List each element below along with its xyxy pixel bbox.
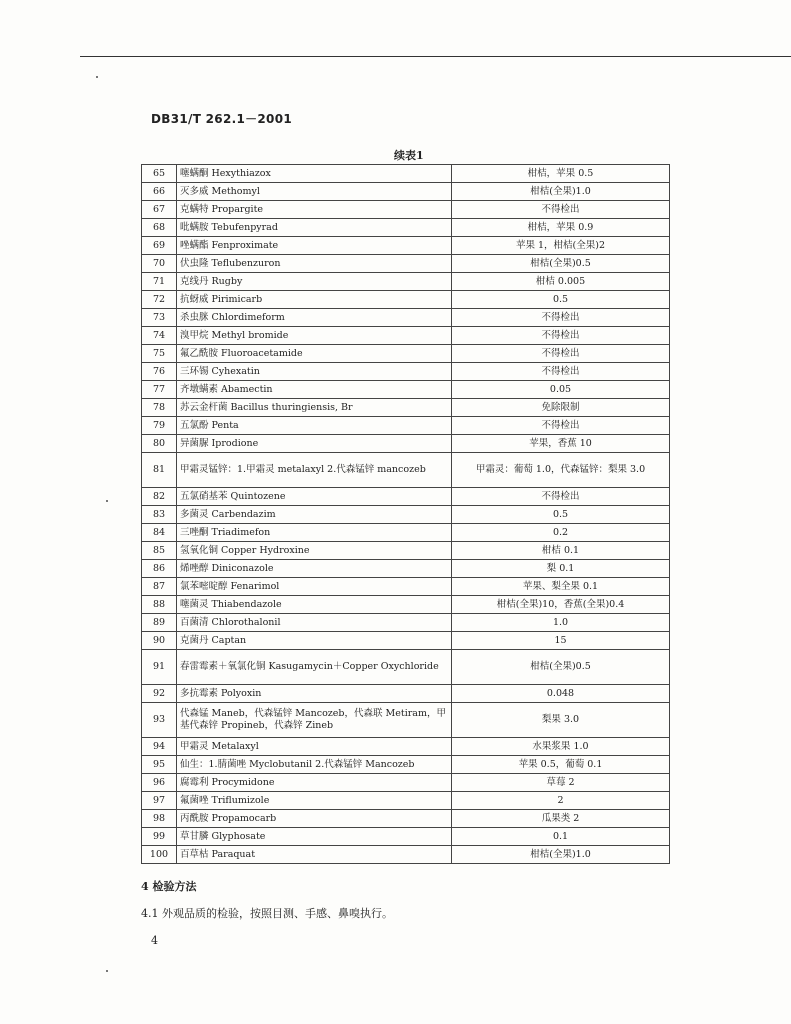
residue-limit: 不得检出 xyxy=(452,201,670,219)
pesticide-name: 氟乙酰胺 Fluoroacetamide xyxy=(177,345,452,363)
row-number: 94 xyxy=(142,738,177,756)
pesticide-name: 百菌清 Chlorothalonil xyxy=(177,614,452,632)
pesticide-name: 噻菌灵 Thiabendazole xyxy=(177,596,452,614)
row-number: 75 xyxy=(142,345,177,363)
table-row xyxy=(142,201,670,219)
residue-limit: 瓜果类 2 xyxy=(452,810,670,828)
pesticide-name: 多抗霉素 Polyoxin xyxy=(177,685,452,703)
table-row xyxy=(142,685,670,703)
scan-speck xyxy=(106,970,108,972)
pesticide-name: 克线丹 Rugby xyxy=(177,273,452,291)
pesticide-name: 多菌灵 Carbendazim xyxy=(177,506,452,524)
pesticide-name: 灭多威 Methomyl xyxy=(177,183,452,201)
residue-limit: 柑桔(全果)0.5 xyxy=(452,255,670,273)
table-row xyxy=(142,237,670,255)
residue-limit: 苹果、梨全果 0.1 xyxy=(452,578,670,596)
pesticide-name: 代森锰 Maneb，代森锰锌 Mancozeb，代森联 Metiram，甲基代森锌 Propineb，代森锌 Zineb xyxy=(177,703,452,738)
scan-speck xyxy=(96,76,98,78)
residue-limit: 0.5 xyxy=(452,291,670,309)
table-row xyxy=(142,578,670,596)
pesticide-name: 噻螨酮 Hexythiazox xyxy=(177,165,452,183)
pesticide-name: 百草枯 Paraquat xyxy=(177,846,452,864)
row-number: 66 xyxy=(142,183,177,201)
table-row xyxy=(142,774,670,792)
pesticide-name: 抗蚜威 Pirimicarb xyxy=(177,291,452,309)
residue-limit: 0.05 xyxy=(452,381,670,399)
table-row xyxy=(142,381,670,399)
residue-limit: 苹果 1，柑桔(全果)2 xyxy=(452,237,670,255)
row-number: 95 xyxy=(142,756,177,774)
residue-limit: 0.048 xyxy=(452,685,670,703)
table-row xyxy=(142,810,670,828)
row-number: 71 xyxy=(142,273,177,291)
pesticide-name: 氢氧化铜 Copper Hydroxine xyxy=(177,542,452,560)
row-number: 74 xyxy=(142,327,177,345)
table-row xyxy=(142,596,670,614)
pesticide-name: 异菌脲 Iprodione xyxy=(177,435,452,453)
row-number: 82 xyxy=(142,488,177,506)
table-row xyxy=(142,399,670,417)
row-number: 88 xyxy=(142,596,177,614)
row-number: 85 xyxy=(142,542,177,560)
row-number: 93 xyxy=(142,703,177,738)
row-number: 79 xyxy=(142,417,177,435)
table-row xyxy=(142,614,670,632)
row-number: 78 xyxy=(142,399,177,417)
pesticide-name: 五氯酚 Penta xyxy=(177,417,452,435)
table-row xyxy=(142,756,670,774)
table-row xyxy=(142,650,670,685)
pesticide-name: 草甘膦 Glyphosate xyxy=(177,828,452,846)
row-number: 80 xyxy=(142,435,177,453)
pesticide-name: 氯苯嘧啶醇 Fenarimol xyxy=(177,578,452,596)
residue-limit: 0.1 xyxy=(452,828,670,846)
pesticide-name: 仙生：1.腈菌唑 Myclobutanil 2.代森锰锌 Mancozeb xyxy=(177,756,452,774)
residue-limit: 0.2 xyxy=(452,524,670,542)
residue-limit: 不得检出 xyxy=(452,309,670,327)
table-row xyxy=(142,417,670,435)
row-number: 73 xyxy=(142,309,177,327)
pesticide-name: 伏虫隆 Teflubenzuron xyxy=(177,255,452,273)
residue-limit: 柑桔(全果)1.0 xyxy=(452,183,670,201)
row-number: 83 xyxy=(142,506,177,524)
residue-limit: 柑桔(全果)1.0 xyxy=(452,846,670,864)
pesticide-name: 杀虫脒 Chlordimeform xyxy=(177,309,452,327)
table-row xyxy=(142,183,670,201)
row-number: 76 xyxy=(142,363,177,381)
residue-limit: 苹果，香蕉 10 xyxy=(452,435,670,453)
header-rule xyxy=(80,56,791,57)
row-number: 84 xyxy=(142,524,177,542)
pesticide-name: 烯唑醇 Diniconazole xyxy=(177,560,452,578)
pesticide-name: 丙酰胺 Propamocarb xyxy=(177,810,452,828)
residue-limits-table xyxy=(141,164,670,864)
row-number: 96 xyxy=(142,774,177,792)
row-number: 67 xyxy=(142,201,177,219)
table-row xyxy=(142,219,670,237)
row-number: 99 xyxy=(142,828,177,846)
pesticide-name: 溴甲烷 Methyl bromide xyxy=(177,327,452,345)
residue-limit: 0.5 xyxy=(452,506,670,524)
table-row xyxy=(142,703,670,738)
table-row xyxy=(142,165,670,183)
row-number: 72 xyxy=(142,291,177,309)
table-row xyxy=(142,488,670,506)
row-number: 77 xyxy=(142,381,177,399)
residue-limit: 柑桔，苹果 0.9 xyxy=(452,219,670,237)
pesticide-name: 春雷霉素＋氧氯化铜 Kasugamycin＋Copper Oxychloride xyxy=(177,650,452,685)
table-row xyxy=(142,291,670,309)
pesticide-name: 腐霉利 Procymidone xyxy=(177,774,452,792)
section-heading: 4 检验方法 xyxy=(141,880,197,893)
table-row xyxy=(142,632,670,650)
residue-limit: 不得检出 xyxy=(452,327,670,345)
residue-limit: 水果浆果 1.0 xyxy=(452,738,670,756)
page-number: 4 xyxy=(151,934,158,947)
pesticide-name: 甲霜灵 Metalaxyl xyxy=(177,738,452,756)
row-number: 92 xyxy=(142,685,177,703)
residue-limit: 梨果 3.0 xyxy=(452,703,670,738)
row-number: 90 xyxy=(142,632,177,650)
section-clause: 4.1 外观品质的检验，按照目测、手感、鼻嗅执行。 xyxy=(141,907,393,920)
residue-limit: 1.0 xyxy=(452,614,670,632)
table-row xyxy=(142,560,670,578)
scan-speck xyxy=(106,500,108,502)
residue-limit: 柑桔，苹果 0.5 xyxy=(452,165,670,183)
residue-limit: 不得检出 xyxy=(452,417,670,435)
residue-limit: 不得检出 xyxy=(452,345,670,363)
row-number: 86 xyxy=(142,560,177,578)
pesticide-name: 三环锡 Cyhexatin xyxy=(177,363,452,381)
row-number: 81 xyxy=(142,453,177,488)
table-row xyxy=(142,345,670,363)
table-row xyxy=(142,506,670,524)
residue-limit: 柑桔(全果)10，香蕉(全果)0.4 xyxy=(452,596,670,614)
pesticide-name: 克螨特 Propargite xyxy=(177,201,452,219)
pesticide-name: 五氯硝基苯 Quintozene xyxy=(177,488,452,506)
table-caption: 续表1 xyxy=(394,149,424,162)
row-number: 87 xyxy=(142,578,177,596)
residue-limit: 柑桔(全果)0.5 xyxy=(452,650,670,685)
row-number: 70 xyxy=(142,255,177,273)
residue-limit: 不得检出 xyxy=(452,488,670,506)
row-number: 98 xyxy=(142,810,177,828)
row-number: 91 xyxy=(142,650,177,685)
pesticide-name: 甲霜灵锰锌：1.甲霜灵 metalaxyl 2.代森锰锌 mancozeb xyxy=(177,453,452,488)
pesticide-name: 吡螨胺 Tebufenpyrad xyxy=(177,219,452,237)
residue-limit: 免除限制 xyxy=(452,399,670,417)
table-row xyxy=(142,327,670,345)
residue-limit: 15 xyxy=(452,632,670,650)
table-row xyxy=(142,846,670,864)
pesticide-name: 氟菌唑 Triflumizole xyxy=(177,792,452,810)
standard-number: DB31/T 262.1－2001 xyxy=(151,112,293,126)
residue-limit: 2 xyxy=(452,792,670,810)
row-number: 69 xyxy=(142,237,177,255)
residue-limit: 不得检出 xyxy=(452,363,670,381)
residue-limit: 柑桔 0.005 xyxy=(452,273,670,291)
pesticide-name: 克菌丹 Captan xyxy=(177,632,452,650)
table-row xyxy=(142,524,670,542)
residue-limit: 柑桔 0.1 xyxy=(452,542,670,560)
row-number: 100 xyxy=(142,846,177,864)
table-row xyxy=(142,309,670,327)
table-row xyxy=(142,792,670,810)
table-row xyxy=(142,435,670,453)
pesticide-name: 苏云金杆菌 Bacillus thuringiensis, Br xyxy=(177,399,452,417)
table-row xyxy=(142,273,670,291)
residue-limit: 苹果 0.5，葡萄 0.1 xyxy=(452,756,670,774)
table-row xyxy=(142,453,670,488)
pesticide-name: 三唑酮 Triadimefon xyxy=(177,524,452,542)
table-row xyxy=(142,738,670,756)
residue-limit: 甲霜灵：葡萄 1.0，代森锰锌：梨果 3.0 xyxy=(452,453,670,488)
row-number: 97 xyxy=(142,792,177,810)
table-row xyxy=(142,255,670,273)
table-row xyxy=(142,828,670,846)
pesticide-name: 唑螨酯 Fenproximate xyxy=(177,237,452,255)
residue-limit: 草莓 2 xyxy=(452,774,670,792)
residue-limit: 梨 0.1 xyxy=(452,560,670,578)
row-number: 89 xyxy=(142,614,177,632)
table-row xyxy=(142,542,670,560)
row-number: 68 xyxy=(142,219,177,237)
pesticide-name: 齐墩螨素 Abamectin xyxy=(177,381,452,399)
table-row xyxy=(142,363,670,381)
row-number: 65 xyxy=(142,165,177,183)
